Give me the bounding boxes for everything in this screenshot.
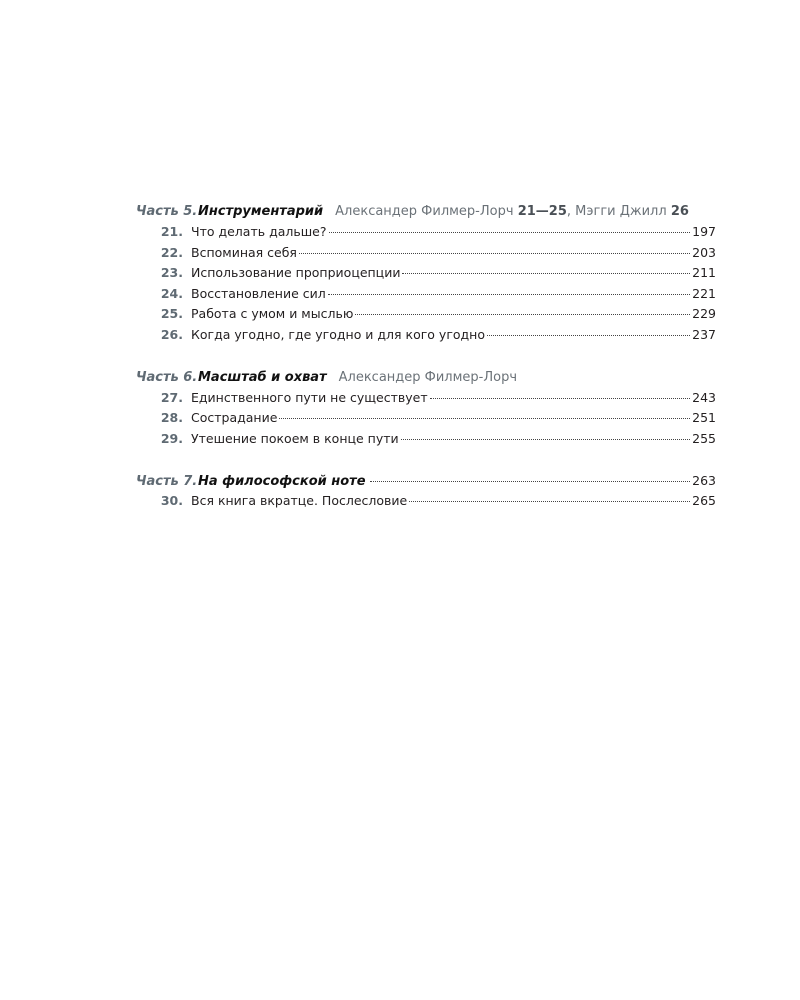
toc-part (136, 367, 716, 450)
dot-leader (409, 489, 690, 502)
author-name: Мэгги Джилл (575, 204, 667, 219)
toc-entry[interactable] (136, 325, 716, 346)
dot-leader (402, 261, 690, 274)
toc-entry[interactable] (136, 304, 716, 325)
dot-leader (370, 469, 691, 482)
chapter-number: 29. (160, 430, 183, 446)
page-number: 197 (692, 224, 716, 239)
chapter-title: Использование проприоцепции (191, 265, 401, 281)
part-label: Часть 7. (136, 474, 198, 490)
part-title: На философской ноте (198, 474, 366, 490)
chapter-number: 23. (160, 265, 183, 281)
chapter-title: Вся книга вкратце. Послесловие (191, 493, 408, 509)
part-title: Масштаб и охват (198, 369, 327, 385)
chapter-title: Когда угодно, где угодно и для кого угодно (191, 326, 485, 342)
chapter-title: Работа с умом и мыслью (191, 306, 354, 322)
toc-entry[interactable] (136, 408, 716, 429)
chapter-number: 22. (160, 244, 183, 260)
page-number: 265 (692, 493, 716, 509)
part-heading (136, 201, 716, 222)
chapter-number: 28. (160, 410, 183, 426)
chapter-range: 26 (670, 204, 689, 219)
author-separator: , (566, 204, 576, 219)
chapter-number: 26. (160, 326, 183, 342)
page-number: 263 (692, 473, 716, 489)
chapter-title: Сострадание (191, 410, 278, 426)
dot-leader (299, 241, 690, 254)
toc-entry[interactable] (136, 243, 716, 264)
toc-part (136, 201, 716, 346)
page-number: 255 (692, 430, 716, 446)
part-label: Часть 6. (136, 369, 198, 385)
dot-leader (401, 427, 690, 440)
toc-entry[interactable] (136, 284, 716, 305)
chapter-number: 30. (160, 493, 183, 509)
chapter-range: 21—25 (517, 204, 567, 219)
page-number: 229 (692, 306, 716, 322)
page-number: 251 (692, 410, 716, 426)
author-name: Александер Филмер-Лорч (335, 204, 514, 219)
chapter-number: 24. (160, 285, 183, 301)
dot-leader (355, 302, 690, 315)
chapter-title: Восстановление сил (191, 285, 326, 301)
dot-leader (487, 323, 690, 336)
page-number: 237 (692, 326, 716, 342)
chapter-title: Что делать дальше? (191, 224, 327, 239)
part-label: Часть 5. (136, 204, 198, 219)
page-number: 203 (692, 244, 716, 260)
dot-leader (329, 220, 691, 233)
chapter-title: Утешение покоем в конце пути (191, 430, 399, 446)
part-authors (339, 367, 517, 388)
dot-leader (328, 282, 690, 295)
chapter-number: 21. (160, 224, 183, 239)
toc-entry[interactable] (136, 263, 716, 284)
part-heading[interactable] (136, 470, 716, 491)
page-number: 243 (692, 389, 716, 405)
table-of-contents (136, 201, 716, 512)
page-number: 221 (692, 285, 716, 301)
chapter-title: Единственного пути не существует (191, 389, 428, 405)
toc-entry[interactable] (136, 222, 716, 243)
toc-entry[interactable] (136, 388, 716, 409)
toc-entry[interactable] (136, 429, 716, 450)
toc-part (136, 470, 716, 512)
chapter-title: Вспоминая себя (191, 244, 297, 260)
page-number: 211 (692, 265, 716, 281)
part-heading (136, 367, 716, 388)
dot-leader (430, 386, 691, 399)
dot-leader (279, 406, 690, 419)
part-title: Инструментарий (198, 204, 324, 219)
part-authors (335, 201, 689, 222)
chapter-number: 27. (160, 389, 183, 405)
toc-entry[interactable] (136, 491, 716, 512)
chapter-number: 25. (160, 306, 183, 322)
author-name: Александер Филмер-Лорч (338, 369, 518, 385)
